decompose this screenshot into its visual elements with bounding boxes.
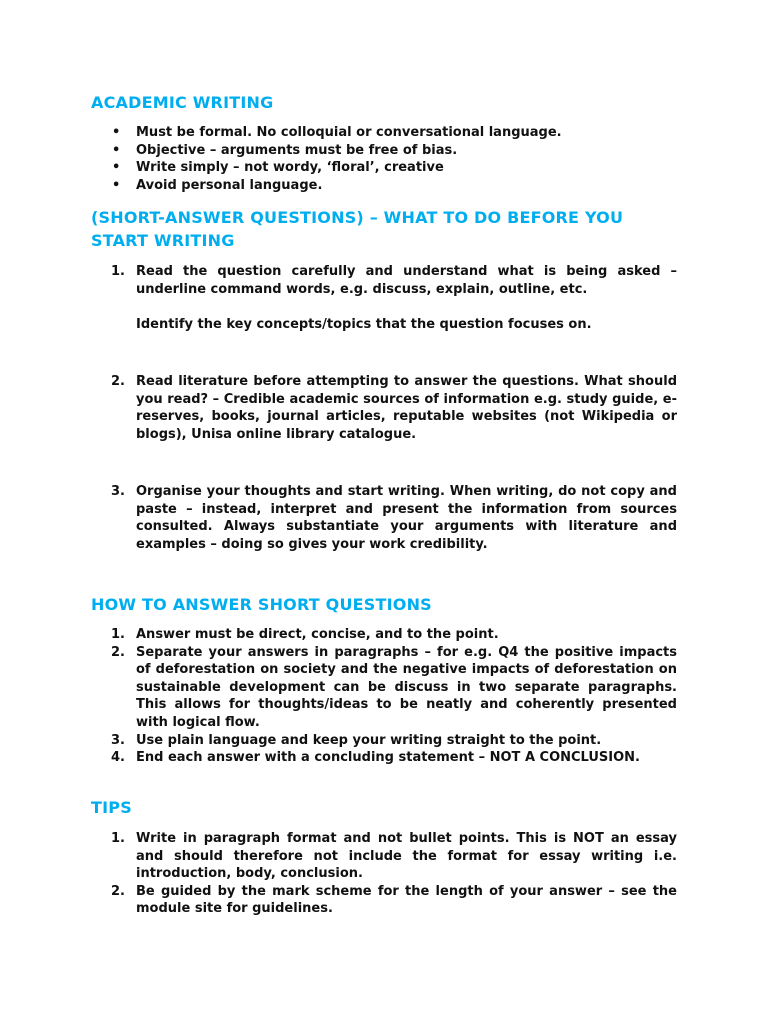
list-item: • Must be formal. No colloquial or conversational language. <box>112 125 562 140</box>
bullet-icon: • <box>112 160 121 176</box>
section-heading-how-to-answer: HOW TO ANSWER SHORT QUESTIONS <box>91 595 432 614</box>
list-item: • Write simply – not wordy, ‘floral’, creative <box>112 160 444 176</box>
bullet-icon: • <box>112 142 121 158</box>
short-answer-steps-list-3 <box>91 483 677 553</box>
list-item: 1. Answer must be direct, concise, and to the point. <box>111 627 499 642</box>
list-item: 2. Separate your answers in paragraphs – for e.g. Q4 the positive impacts of deforestation on society and the negative impacts of deforestation on sustainable development can be discuss in two separate paragraphs. This allows for thoughts/ideas to be neatly and coherently presented with logical flow. <box>111 644 677 730</box>
list-item: 3. Use plain language and keep your writing straight to the point. <box>111 732 602 748</box>
academic-writing-list <box>91 124 677 194</box>
list-item: • Avoid personal language. <box>112 177 323 193</box>
list-item: • Objective – arguments must be free of bias. <box>112 142 458 158</box>
section-heading-tips: TIPS <box>91 798 132 817</box>
section-heading-short-answer: (SHORT-ANSWER QUESTIONS) – WHAT TO DO BEFORE YOU START WRITING <box>91 208 624 250</box>
bullet-icon: • <box>112 177 121 193</box>
list-item: 2. Be guided by the mark scheme for the length of your answer – see the module site for guidelines. <box>111 883 677 917</box>
list-item: 1. Read the question carefully and understand what is being asked – underline command words, e.g. discuss, explain, outline, etc. Identify the key concepts/topics that the question focuses on. <box>111 264 677 332</box>
list-item: 1. Write in paragraph format and not bullet points. This is NOT an essay and should therefore not include the format for essay writing i.e. introduction, body, conclusion. <box>111 831 677 882</box>
list-item: 3. Organise your thoughts and start writing. When writing, do not copy and paste – instead, interpret and present the information from sources consulted. Always substantiate your arguments with literature and examples – doing so gives your work credibility. <box>111 484 677 552</box>
list-item: 2. Read literature before attempting to answer the questions. What should you read? – Credible academic sources of information e.g. study guide, e-reserves, books, journal articles, reputable websites (not Wikipedia or blogs), Unisa online library catalogue. <box>111 374 677 442</box>
short-answer-steps-list <box>91 263 677 333</box>
short-answer-steps-list-2 <box>91 373 677 443</box>
section-heading-academic-writing: ACADEMIC WRITING <box>91 93 274 112</box>
bullet-icon: • <box>112 125 121 140</box>
list-item: 4. End each answer with a concluding statement – NOT A CONCLUSION. <box>111 750 640 766</box>
tips-list <box>91 830 677 918</box>
how-to-answer-list <box>91 626 677 767</box>
